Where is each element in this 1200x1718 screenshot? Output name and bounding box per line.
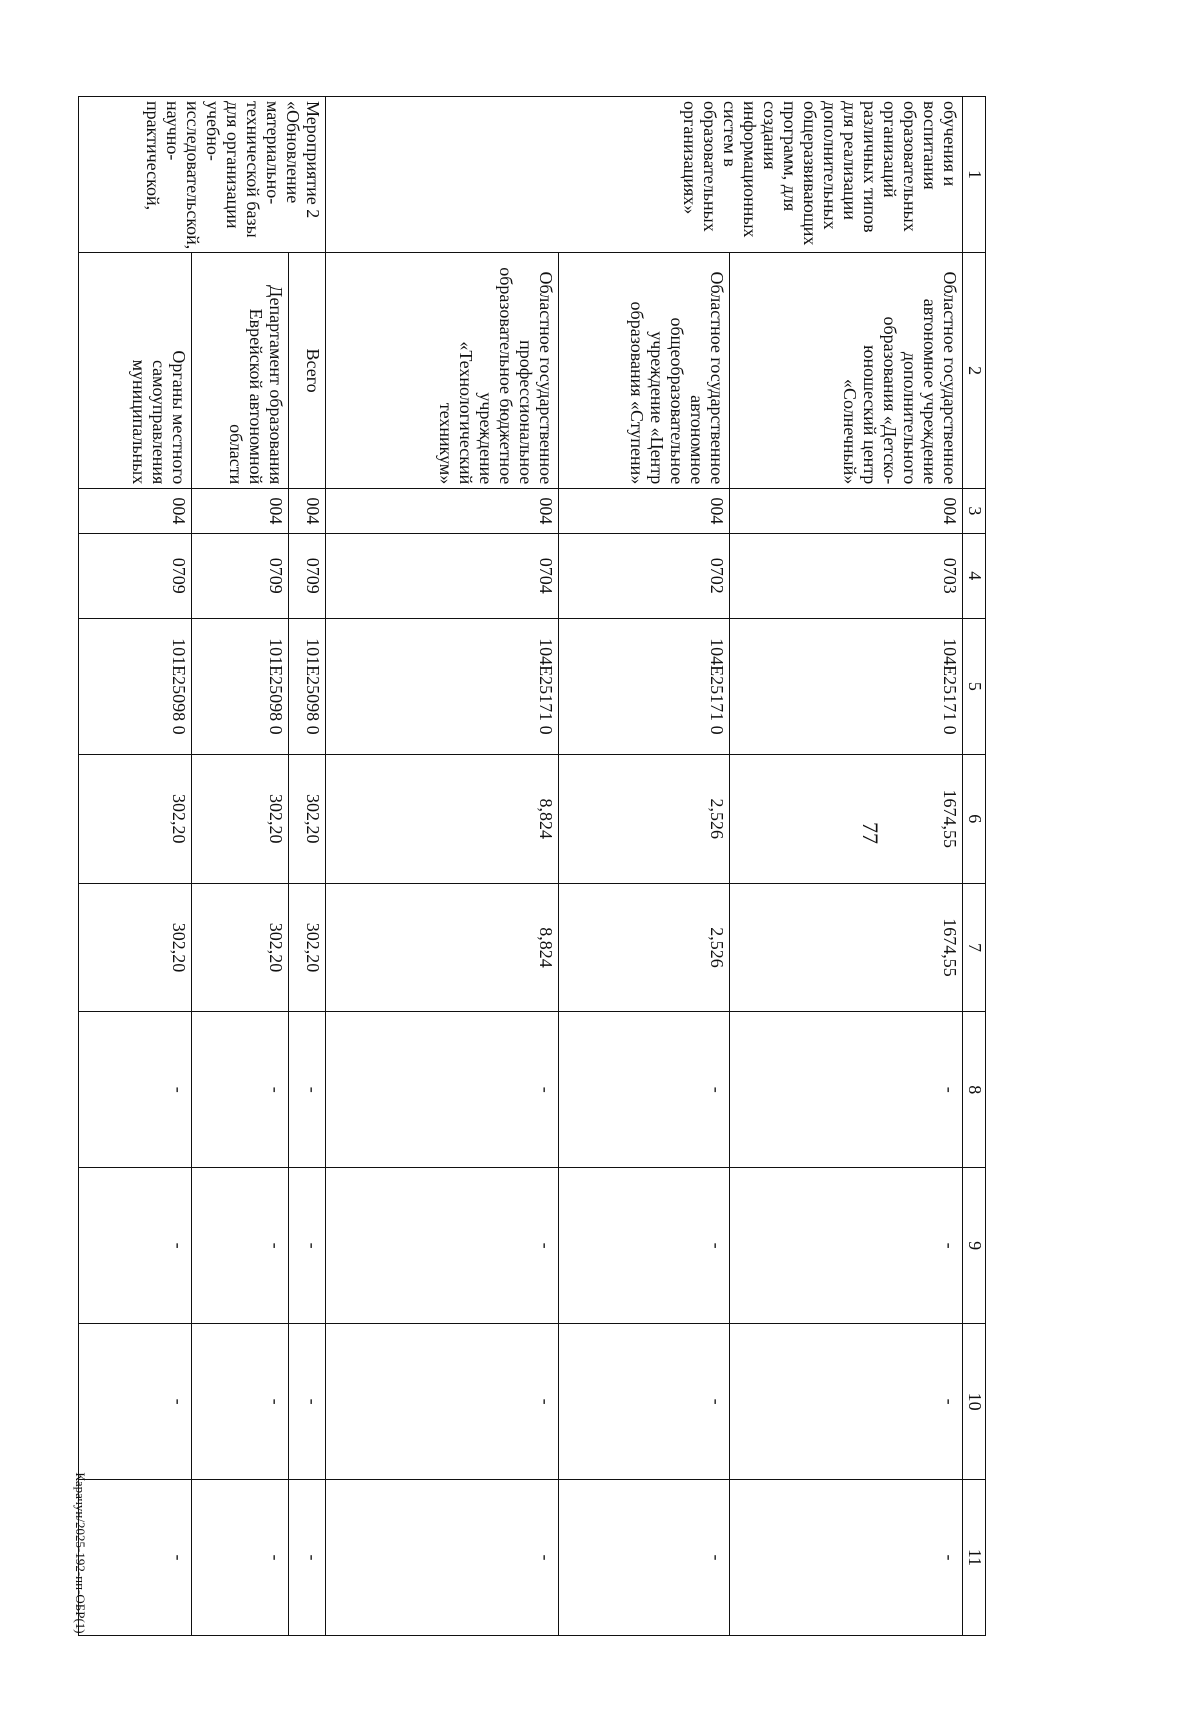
dash-cell: -	[192, 1480, 289, 1636]
dash-cell: -	[289, 1324, 326, 1480]
executor-cell: Областное государственное автономное общеобразовательное учреждение «Центр образования «Ступени»	[559, 252, 730, 488]
dash-cell: -	[559, 1168, 730, 1324]
col-header-3: 3	[963, 489, 986, 533]
target-article-cell: 104E25171 0	[326, 619, 559, 755]
amount-cell: 1674,55	[730, 883, 963, 1012]
amount-cell: 302,20	[192, 754, 289, 883]
table-row	[79, 97, 192, 1636]
target-article-cell: 101E25098 0	[192, 619, 289, 755]
header-row	[963, 97, 986, 1636]
executor-cell: Органы местного самоуправления муниципальных	[79, 252, 192, 488]
code-cell: 004	[326, 489, 559, 533]
dash-cell: -	[559, 1324, 730, 1480]
code-cell: 004	[289, 489, 326, 533]
col-header-9: 9	[963, 1168, 986, 1324]
amount-cell: 302,20	[192, 883, 289, 1012]
executor-cell: Областное государственное автономное учреждение дополнительного образования «Детско-юношеский центр «Солнечный»	[730, 252, 963, 488]
dash-cell: -	[192, 1168, 289, 1324]
section-cell: 0702	[559, 533, 730, 619]
dash-cell: -	[326, 1012, 559, 1168]
code-cell: 004	[79, 489, 192, 533]
amount-cell: 302,20	[79, 754, 192, 883]
dash-cell: -	[79, 1480, 192, 1636]
amount-cell: 1674,55	[730, 754, 963, 883]
dash-cell: -	[79, 1324, 192, 1480]
document-id: Карачун/2025-192-пп-ОБР(1)	[73, 1472, 88, 1634]
dash-cell: -	[192, 1324, 289, 1480]
dash-cell: -	[289, 1480, 326, 1636]
code-cell: 004	[730, 489, 963, 533]
event-2-description: Мероприятие 2 «Обновление материально-технической базы для организации учебно-исследовательской, научно-практической,	[79, 97, 326, 253]
dash-cell: -	[326, 1480, 559, 1636]
table-row	[192, 97, 289, 1636]
dash-cell: -	[289, 1168, 326, 1324]
dash-cell: -	[730, 1480, 963, 1636]
dash-cell: -	[730, 1324, 963, 1480]
col-header-4: 4	[963, 533, 986, 619]
dash-cell: -	[79, 1012, 192, 1168]
amount-cell: 302,20	[289, 754, 326, 883]
col-header-5: 5	[963, 619, 986, 755]
target-article-cell: 101E25098 0	[289, 619, 326, 755]
dash-cell: -	[192, 1012, 289, 1168]
amount-cell: 2,526	[559, 883, 730, 1012]
dash-cell: -	[326, 1324, 559, 1480]
table-row	[326, 97, 559, 1636]
amount-cell: 2,526	[559, 754, 730, 883]
page-number: 77	[858, 822, 883, 844]
executor-cell: Департамент образования Еврейской автономной области	[192, 252, 289, 488]
dash-cell: -	[730, 1168, 963, 1324]
col-header-2: 2	[963, 252, 986, 488]
section-cell: 0703	[730, 533, 963, 619]
table-row	[559, 97, 730, 1636]
budget-table-rotated	[98, 96, 986, 1636]
amount-cell: 8,824	[326, 883, 559, 1012]
table-row	[289, 97, 326, 1636]
dash-cell: -	[559, 1480, 730, 1636]
col-header-6: 6	[963, 754, 986, 883]
dash-cell: -	[79, 1168, 192, 1324]
budget-table	[78, 96, 986, 1636]
target-article-cell: 104E25171 0	[559, 619, 730, 755]
section-cell: 0704	[326, 533, 559, 619]
target-article-cell: 104E25171 0	[730, 619, 963, 755]
col-header-11: 11	[963, 1480, 986, 1636]
target-article-cell: 101E25098 0	[79, 619, 192, 755]
amount-cell: 8,824	[326, 754, 559, 883]
section-cell: 0709	[79, 533, 192, 619]
dash-cell: -	[730, 1012, 963, 1168]
table-row	[730, 97, 963, 1636]
executor-cell: Областное государственное профессиональное образовательное бюджетное учреждение «Технологический техникум»	[326, 252, 559, 488]
dash-cell: -	[289, 1012, 326, 1168]
section-cell: 0709	[192, 533, 289, 619]
col-header-10: 10	[963, 1324, 986, 1480]
section-cell: 0709	[289, 533, 326, 619]
amount-cell: 302,20	[79, 883, 192, 1012]
event-1-description: обучения и воспитания образовательных организаций различных типов для реализации дополнительных общеразвивающих программ, для создания информационных систем в образовательных организациях»	[326, 97, 963, 253]
amount-cell: 302,20	[289, 883, 326, 1012]
col-header-8: 8	[963, 1012, 986, 1168]
executor-cell: Всего	[289, 252, 326, 488]
dash-cell: -	[326, 1168, 559, 1324]
code-cell: 004	[559, 489, 730, 533]
col-header-7: 7	[963, 883, 986, 1012]
col-header-1: 1	[963, 97, 986, 253]
dash-cell: -	[559, 1012, 730, 1168]
code-cell: 004	[192, 489, 289, 533]
